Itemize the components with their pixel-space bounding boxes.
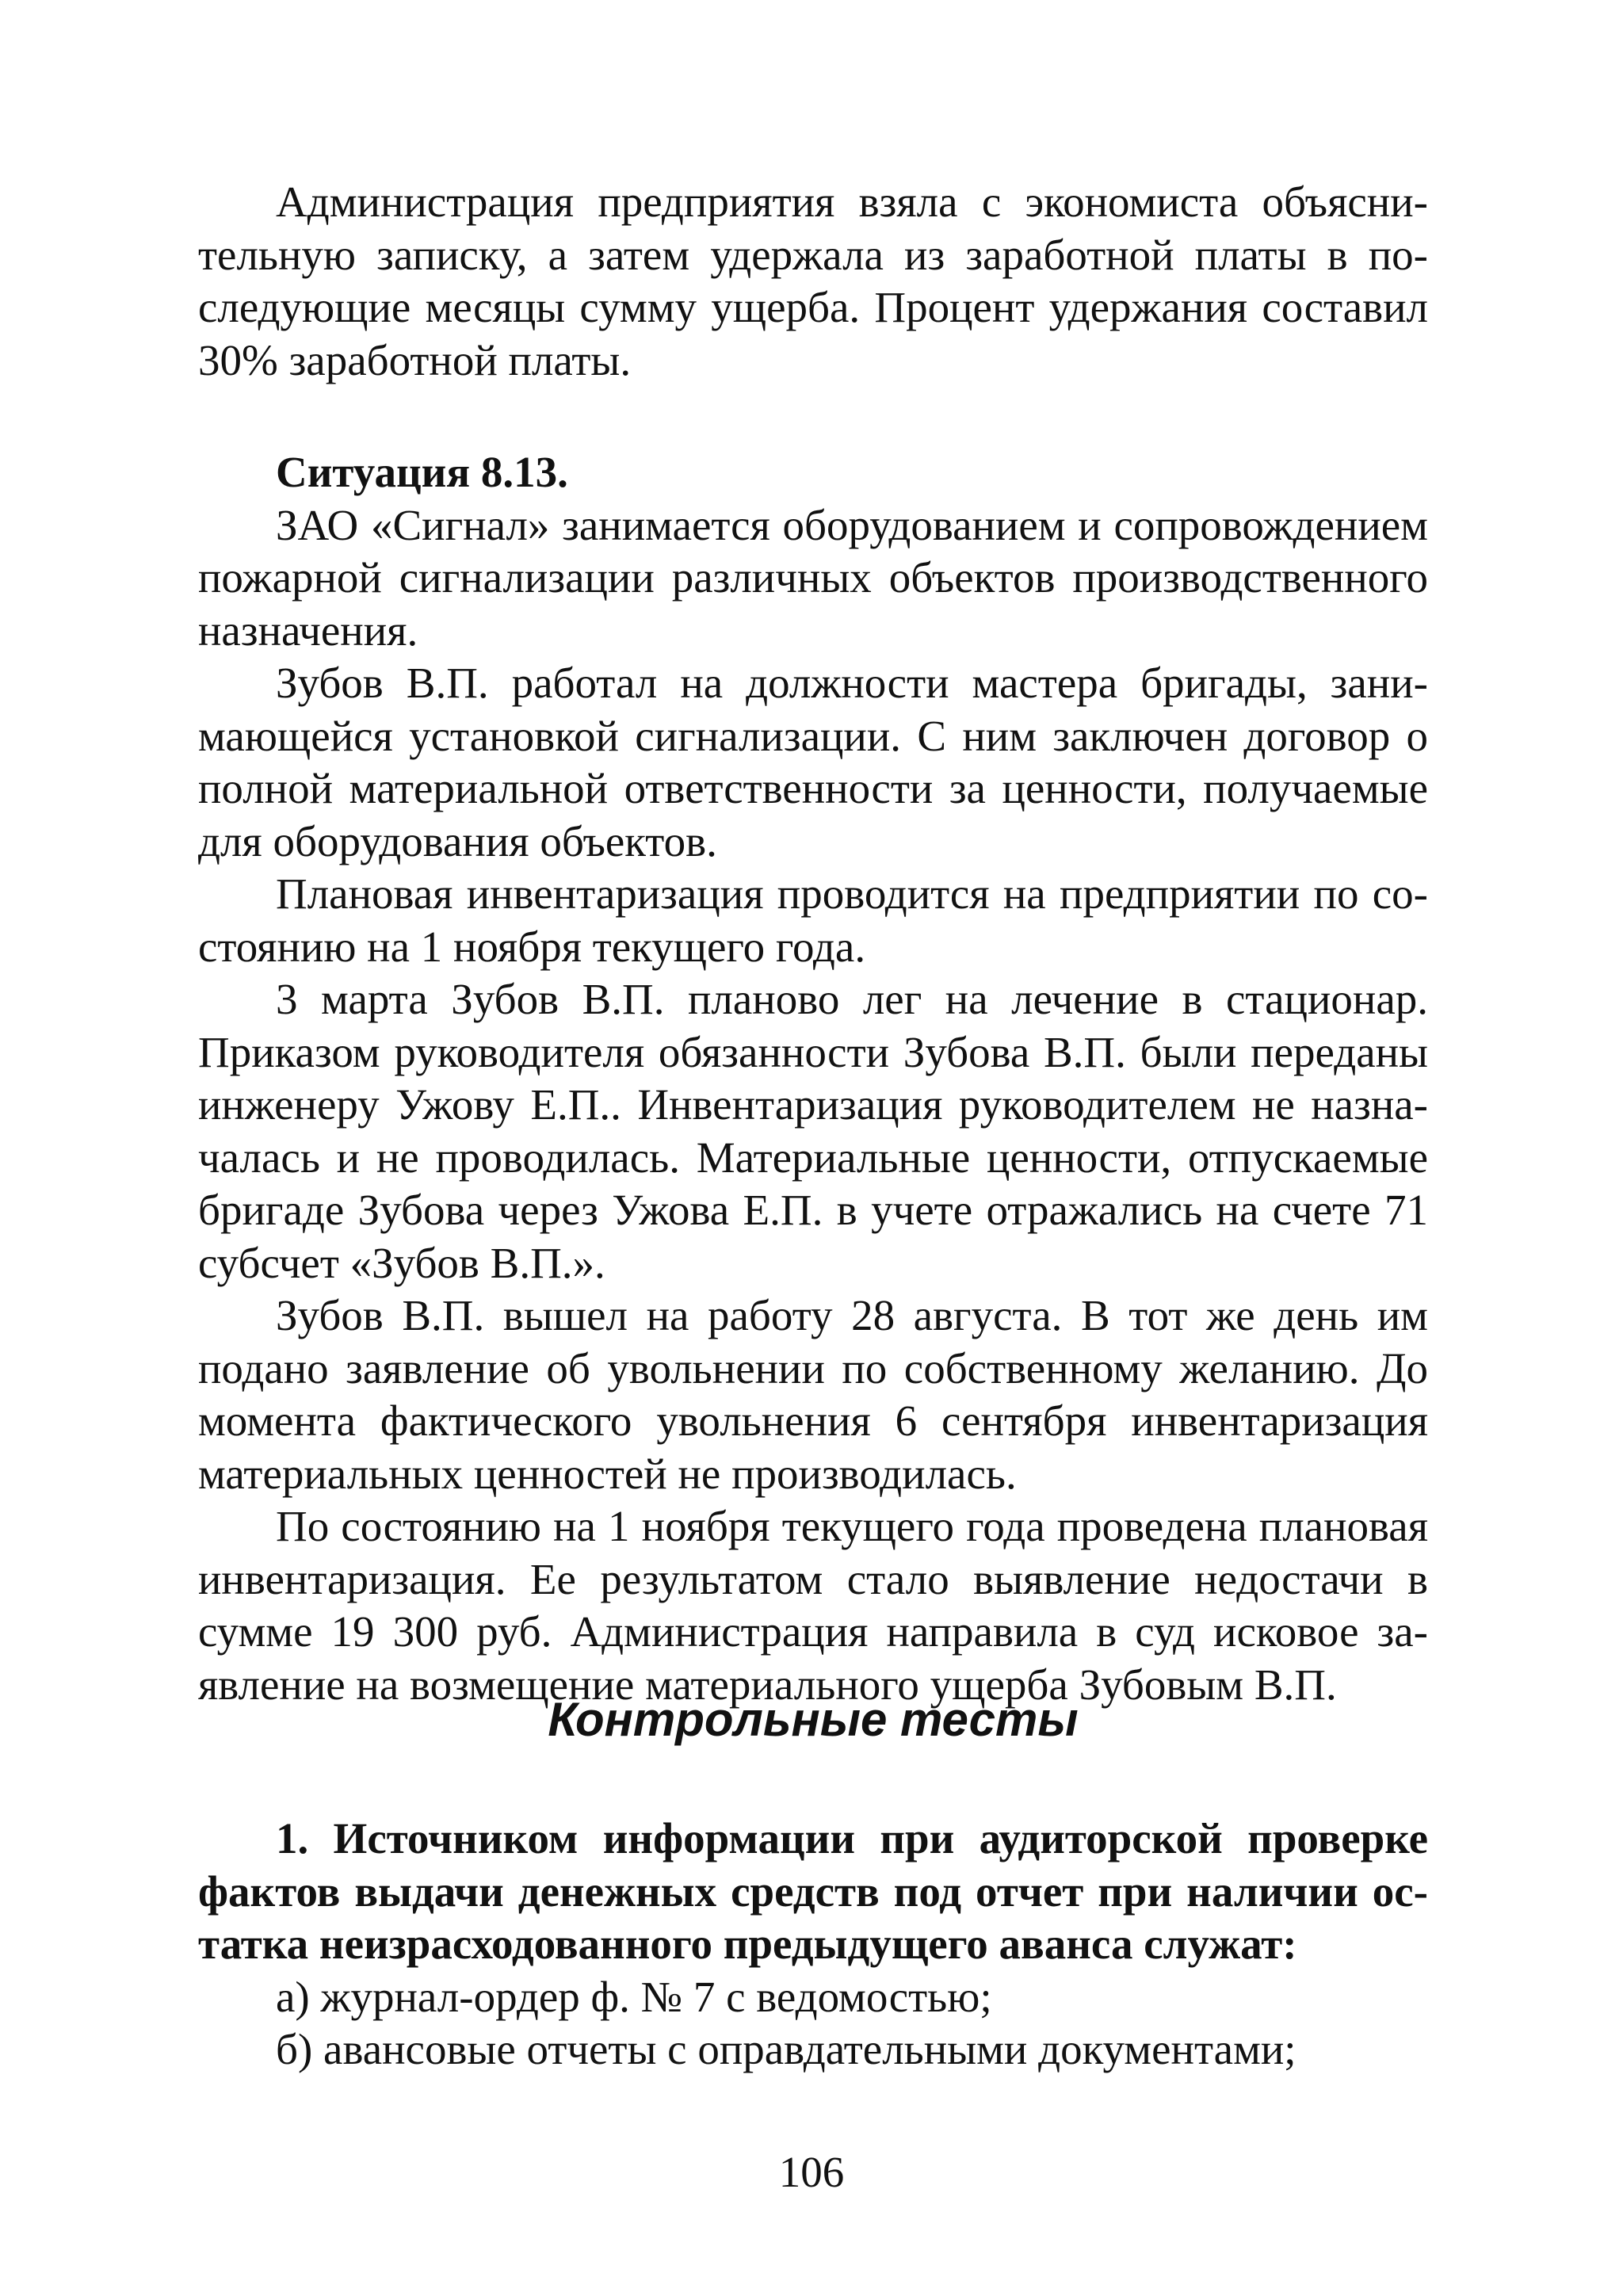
paragraph-november-shortage: По состоянию на 1 ноября текущего года проведена плановая инвентаризация. Ее результатом стало выявление недостачи в сумме 19 300 руб. Администрация направила в суд исковое заявление на возмещение материального ущерба Зубовым В.П. bbox=[198, 1502, 1428, 1709]
test-answer-a: а) журнал-ордер ф. № 7 с ведомостью; bbox=[276, 1972, 992, 2021]
paragraph-august-return: Зубов В.П. вышел на работу 28 августа. В тот же день им подано заявление об увольнении по собственному желанию. До момента фактического увольнения 6 сентября инвентаризация материальных ценностей не производилась. bbox=[198, 1291, 1428, 1498]
test-block bbox=[198, 1813, 1428, 2076]
main-text-block bbox=[198, 176, 1428, 1711]
paragraph-administration: Администрация предприятия взяла с экономиста объяснительную записку, а затем удержала из заработной платы в последующие месяцы сумму ущерба. Процент удержания составил 30% заработной платы. bbox=[198, 178, 1428, 384]
page-number: 106 bbox=[778, 2148, 845, 2196]
test-question: 1. Источником информации при аудиторской проверке фактов выдачи денежных средств под отчет при наличии остатка неизрасходованного предыдущего аванса служат: bbox=[198, 1814, 1428, 1968]
paragraph-zubov-position: Зубов В.П. работал на должности мастера бригады, занимающейся установкой сигнализации. С ним заключен договор о полной материальной ответственности за ценности, получаемые для оборудования объектов. bbox=[198, 659, 1428, 865]
situation-heading: Ситуация 8.13. bbox=[276, 448, 568, 496]
paragraph-planned-inventory: Плановая инвентаризация проводится на предприятии по состоянию на 1 ноября текущего года. bbox=[198, 869, 1428, 971]
paragraph-march-treatment: 3 марта Зубов В.П. планово лег на лечение в стационар. Приказом руководителя обязанности Зубова В.П. были переданы инженеру Ужову Е.П.. Инвентаризация руководителем не назначалась и не проводилась. Материальные ценности, отпускаемые бригаде Зубова через Ужова Е.П. в учете отражались на счете 71 субсчет «Зубов В.П.». bbox=[198, 975, 1428, 1287]
test-answer-b: б) авансовые отчеты с оправдательными документами; bbox=[276, 2025, 1296, 2073]
section-title: Контрольные тесты bbox=[548, 1693, 1079, 1746]
paragraph-signal-company: ЗАО «Сигнал» занимается оборудованием и сопровождением пожарной сигнализации различных объектов производственного назначения. bbox=[198, 500, 1428, 655]
